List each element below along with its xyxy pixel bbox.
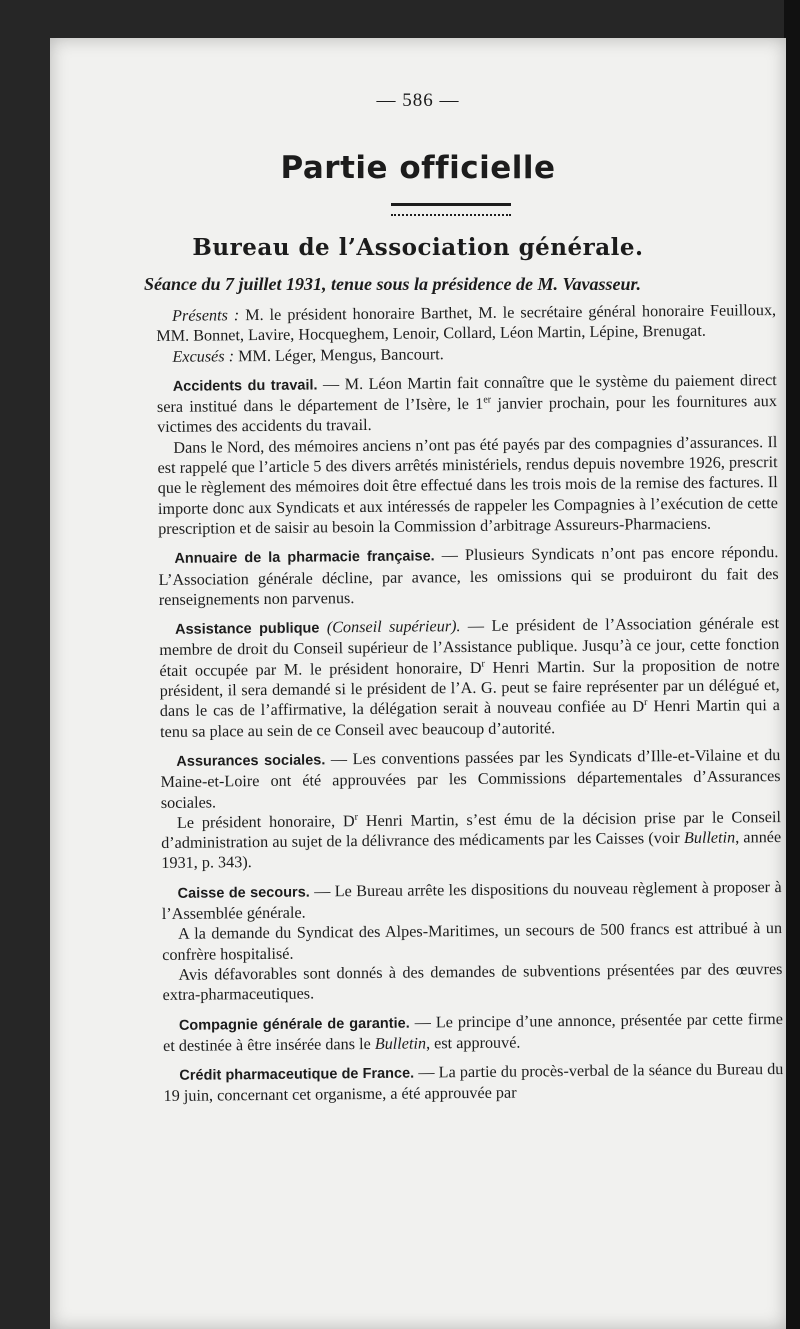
presents-text: M. le président honoraire Barthet, M. le secrétaire général honoraire Feuilloux, MM. Bonnet, Lavire, Hocqueghem, Lenoir, Collard, Léon Martin, Lépine, Brenugat. — [156, 301, 777, 346]
document-page — [50, 38, 786, 1329]
assurances-text-2c: , année 1931, p. 343). — [161, 828, 782, 873]
accidents-heading: Accidents du travail. — [172, 377, 318, 395]
assurances-text-2b: Henri Martin, s’est ému de la décision prise par le Conseil d’administration au sujet de la délivrance des médicaments par les Caisses (voir — [161, 807, 782, 853]
credit-text: — La partie du procès-verbal de la séance du Bureau du 19 juin, concernant cet organisme, a été approuvée par — [163, 1060, 784, 1106]
excuses-label: Excusés : — [172, 346, 235, 366]
caisse-text: — Le Bureau arrête les dispositions du nouveau règlement à proposer à l’Assemblée générale. — [161, 877, 782, 923]
accidents-text: — M. Léon Martin fait connaître que le système du paiement direct sera institué dans le département de l’Isère, le 1 — [156, 370, 777, 417]
assurances-paragraph — [160, 745, 781, 813]
assistance-heading-italic: (Conseil supérieur). — [319, 617, 461, 637]
assurances-paragraph-2 — [161, 807, 782, 874]
caisse-heading: Caisse de secours. — [177, 884, 310, 902]
annuaire-heading: Annuaire de la pharmacie française. — [174, 548, 435, 568]
annuaire-text: — Plusieurs Syndicats n’ont pas encore répondu. L’Association générale décline, par avance, les omissions qui se produiront du fait des renseignements non parvenus. — [158, 543, 779, 609]
assurances-bulletin: Bulletin — [683, 828, 736, 848]
assistance-sup-1: r — [481, 658, 485, 670]
compagnie-text-2: , est approuvé. — [425, 1033, 521, 1053]
caisse-paragraph-3: Avis défavorables sont donnés à des demandes de subventions présentées par des œuvres extra-pharmaceutiques. — [162, 959, 783, 1005]
bureau-title: Bureau de l’Association générale. — [192, 234, 644, 261]
section-title: Partie officielle — [280, 150, 556, 186]
compagnie-text: — Le principe d’une annonce, présentée par cette firme et destinée à être insérée dans le — [163, 1009, 783, 1055]
caisse-paragraph — [162, 877, 782, 925]
credit-paragraph — [163, 1059, 783, 1107]
assistance-text-2: Henri Martin. Sur la proposition de notre président, il sera demandé si le président de l’A. G. peut se faire représenter par un délégué et, dans le cas de l’affirmative, la délégation serait à nouveau confiée au D — [159, 655, 780, 721]
accidents-sup: er — [483, 394, 492, 406]
assurances-text: — Les conventions passées par les Syndicats d’Ille-et-Vilaine et du Maine-et-Loire ont été approuvées par les Commissions départementales d’Assurances sociales. — [160, 745, 781, 812]
page-number: — 586 — — [376, 90, 460, 111]
title-rule — [391, 203, 511, 216]
assistance-paragraph — [159, 613, 780, 742]
assistance-sup-2: r — [644, 697, 648, 709]
assurances-heading: Assurances sociales. — [176, 752, 326, 770]
compagnie-heading: Compagnie générale de garantie. — [178, 1015, 410, 1034]
accidents-paragraph — [157, 370, 778, 438]
credit-heading: Crédit pharmaceutique de France. — [179, 1065, 415, 1084]
minutes-body — [156, 300, 784, 1107]
assistance-heading: Assistance publique — [175, 620, 320, 638]
compagnie-paragraph — [163, 1009, 783, 1057]
assurances-sup: r — [354, 811, 359, 823]
caisse-paragraph-2: A la demande du Syndicat des Alpes-Maritimes, un secours de 500 francs est attribué à un confrère hospitalisé. — [162, 919, 783, 964]
presents-label: Présents : — [172, 306, 240, 325]
annuaire-paragraph — [158, 542, 779, 610]
seance-heading: Séance du 7 juillet 1931, tenue sous la présidence de M. Vavasseur. — [144, 274, 642, 294]
accidents-paragraph-2: Dans le Nord, des mémoires anciens n’ont pas été payés par des compagnies d’assurances. Il est rappelé que l’article 5 des divers arrêtés ministériels, rendus depuis novembre 1926, prescrit que le règlement des mémoires doit être effectué dans les trois mois de la remise des factures. Il importe donc aux Syndicats et aux intéressés de rappeler les Compagnies à l’exécution de cette prescription et de saisir au besoin la Commission d’arbitrage Assureurs-Pharmaciens. — [157, 432, 779, 538]
compagnie-bulletin: Bulletin — [374, 1034, 427, 1053]
excuses-text: MM. Léger, Mengus, Bancourt. — [233, 344, 444, 365]
presents-paragraph — [156, 300, 776, 347]
assistance-text: — Le président de l’Association générale est membre de droit du Conseil supérieur de l’Assistance publique. Jusqu’à ce jour, cette fonction était occupée par M. le président honoraire, D — [159, 614, 780, 680]
scan-edge — [784, 0, 800, 1329]
assistance-text-3: Henri Martin qui a tenu sa place au sein de ce Conseil avec beaucoup d’autorité. — [159, 696, 780, 741]
accidents-text-2: janvier prochain, pour les fournitures aux victimes des accidents du travail. — [157, 392, 778, 437]
assurances-text-2a: Le président honoraire, D — [176, 811, 355, 832]
